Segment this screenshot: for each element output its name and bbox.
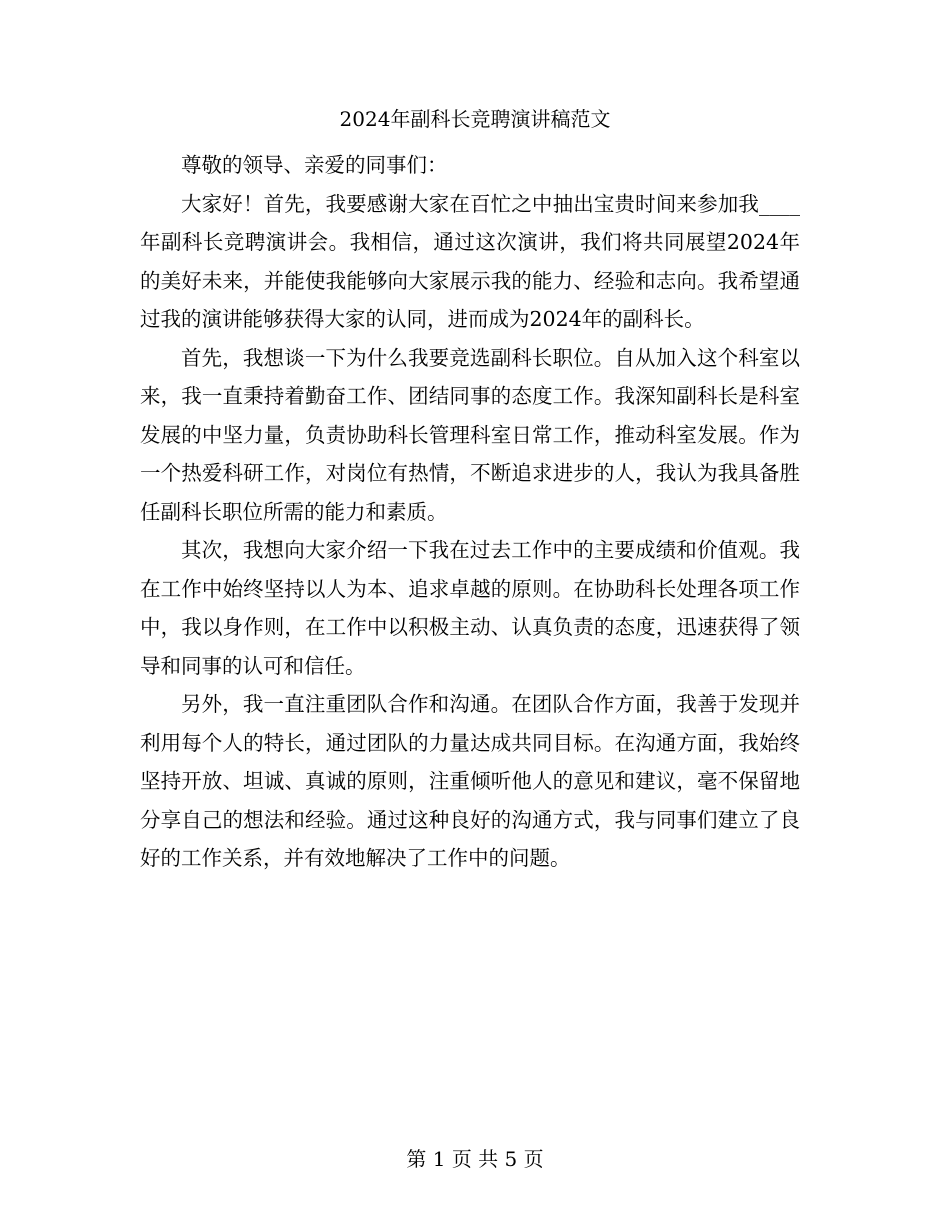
paragraph-3: 其次，我想向大家介绍一下我在过去工作中的主要成绩和价值观。我在工作中始终坚持以人为本、追求卓越的原则。在协助科长处理各项工作中，我以身作则，在工作中以积极主动、认真负责的态度，迅速获得了领导和同事的认可和信任。 [140,538,800,678]
paragraph-4: 另外，我一直注重团队合作和沟通。在团队合作方面，我善于发现并利用每个人的特长，通过团队的力量达成共同目标。在沟通方面，我始终坚持开放、坦诚、真诚的原则，注重倾听他人的意见和建议，毫不保留地分享自己的想法和经验。通过这种良好的沟通方式，我与同事们建立了良好的工作关系，并有效地解决了工作中的问题。 [140,692,800,870]
salutation: 尊敬的领导、亲爱的同事们： [181,153,448,177]
document-body [140,146,800,878]
page-title: 2024年副科长竞聘演讲稿范文 [339,107,611,131]
paragraph-1: 大家好！首先，我要感谢大家在百忙之中抽出宝贵时间来参加我____年副科长竞聘演讲会。我相信，通过这次演讲，我们将共同展望2024年的美好未来，并能使我能够向大家展示我的能力、经验和志向。我希望通过我的演讲能够获得大家的认同，进而成为2024年的副科长。 [140,191,800,331]
page-number-footer: 第 1 页 共 5 页 [406,1147,544,1171]
paragraph-2: 首先，我想谈一下为什么我要竞选副科长职位。自从加入这个科室以来，我一直秉持着勤奋工作、团结同事的态度工作。我深知副科长是科室发展的中坚力量，负责协助科长管理科室日常工作，推动科室发展。作为一个热爱科研工作，对岗位有热情，不断追求进步的人，我认为我具备胜任副科长职位所需的能力和素质。 [140,345,800,524]
